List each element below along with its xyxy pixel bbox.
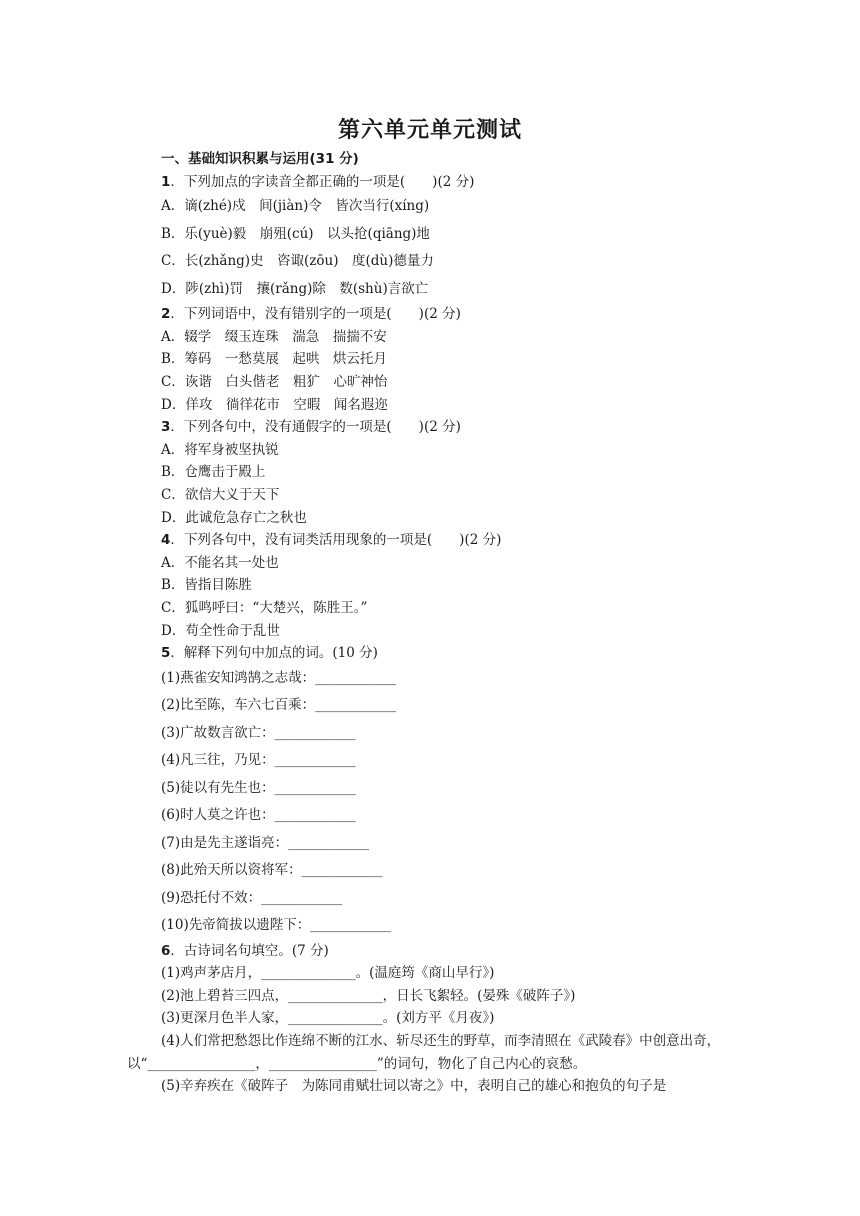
question-6-item-1: (1)鸡声茅店月，______________。(温庭筠《商山早行》) [161, 965, 495, 982]
question-number: 2 [161, 306, 171, 323]
question-text: ．解释下列句中加点的词。(10 分) [170, 645, 378, 662]
question-6-item-4: (4)人们常把愁怨比作连绵不断的江水、斩尽还生的野草，而李清照在《武陵春》中创意出奇，以“________________，________________”的词句，物化了自己内心的哀愁。 [127, 1033, 721, 1072]
page-title: 第六单元单元测试 [337, 118, 522, 143]
question-4-option-d: D．苟全性命于乱世 [161, 622, 280, 639]
question-6-item-3: (3)更深月色半人家，______________。(刘方平《月夜》) [161, 1010, 495, 1027]
question-1-stem [161, 171, 741, 194]
question-5-item-5: (5)徒以有先生也：____________ [161, 779, 356, 796]
section-heading: 一、基础知识积累与运用(31 分) [161, 151, 359, 167]
question-5-item-4: (4)凡三往，乃见：____________ [161, 752, 356, 769]
question-number: 1 [161, 173, 171, 190]
question-2-option-b: B．筹码 一愁莫展 起哄 烘云托月 [161, 351, 387, 368]
question-number: 4 [161, 532, 171, 549]
question-4-stem [161, 529, 741, 552]
question-2-option-d: D．佯攻 徜徉花市 空暇 闻名遐迩 [161, 396, 388, 413]
question-6-item-2: (2)池上碧苔三四点，______________，日长飞絮轻。(晏殊《破阵子》) [161, 987, 576, 1004]
question-5-item-3: (3)广故数言欲亡：____________ [161, 724, 356, 741]
question-2-option-a: A．辍学 缀玉连珠 湍急 揣揣不安 [161, 328, 387, 345]
question-number: 3 [161, 419, 171, 436]
question-text: ．古诗词名句填空。(7 分) [170, 942, 329, 959]
question-3-option-a: A．将军身被坚执锐 [161, 441, 279, 458]
question-2-option-c: C．诙谐 白头偕老 粗犷 心旷神怡 [161, 373, 388, 390]
question-1-option-b: B．乐(yuè)毅 崩殂(cú) 以头抢(qiāng)地 [161, 225, 430, 242]
question-3-option-b: B．仓鹰击于殿上 [161, 464, 266, 481]
question-text: ．下列各句中，没有词类活用现象的一项是( )(2 分) [170, 532, 502, 549]
question-4-option-c: C．狐鸣呼曰：“大楚兴，陈胜王。” [161, 599, 368, 616]
question-5-item-1: (1)燕雀安知鸿鹄之志哉：____________ [161, 669, 397, 686]
question-5-item-9: (9)恐托付不效：____________ [161, 889, 343, 906]
question-text: ．下列各句中，没有通假字的一项是( )(2 分) [170, 419, 461, 436]
question-text: ．下列加点的字读音全都正确的一项是( )(2 分) [170, 173, 475, 190]
question-5-item-10: (10)先帝简拔以遗陛下：____________ [161, 917, 392, 934]
question-3-option-d: D．此诚危急存亡之秋也 [161, 509, 307, 526]
question-5-item-2: (2)比至陈，车六七百乘：____________ [161, 697, 397, 714]
question-1-option-d: D．陟(zhì)罚 攘(rǎng)除 数(shù)言欲亡 [161, 280, 429, 297]
question-6-item-5: (5)辛弃疾在《破阵子 为陈同甫赋壮词以寄之》中，表明自己的雄心和抱负的句子是 [161, 1078, 667, 1095]
question-2-stem [161, 303, 741, 326]
question-1-option-a: A．谪(zhé)戍 间(jiàn)令 皆次当行(xíng) [161, 198, 430, 215]
question-3-option-c: C．欲信大义于天下 [161, 486, 280, 503]
question-5-stem [161, 642, 741, 665]
question-5-item-7: (7)由是先主遂诣亮：____________ [161, 834, 370, 851]
question-6-stem [161, 940, 741, 963]
question-4-option-a: A．不能名其一处也 [161, 554, 279, 571]
document-body [127, 148, 741, 1098]
question-number: 5 [161, 645, 171, 662]
question-4-option-b: B．皆指目陈胜 [161, 577, 252, 594]
question-3-stem [161, 416, 741, 439]
question-text: ．下列词语中，没有错别字的一项是( )(2 分) [170, 306, 461, 323]
question-number: 6 [161, 942, 171, 959]
question-5-item-8: (8)此殆天所以资将军：____________ [161, 862, 383, 879]
question-5-item-6: (6)时人莫之许也：____________ [161, 807, 356, 824]
question-1-option-c: C．长(zhǎng)史 咨诹(zōu) 度(dù)德量力 [161, 253, 434, 270]
